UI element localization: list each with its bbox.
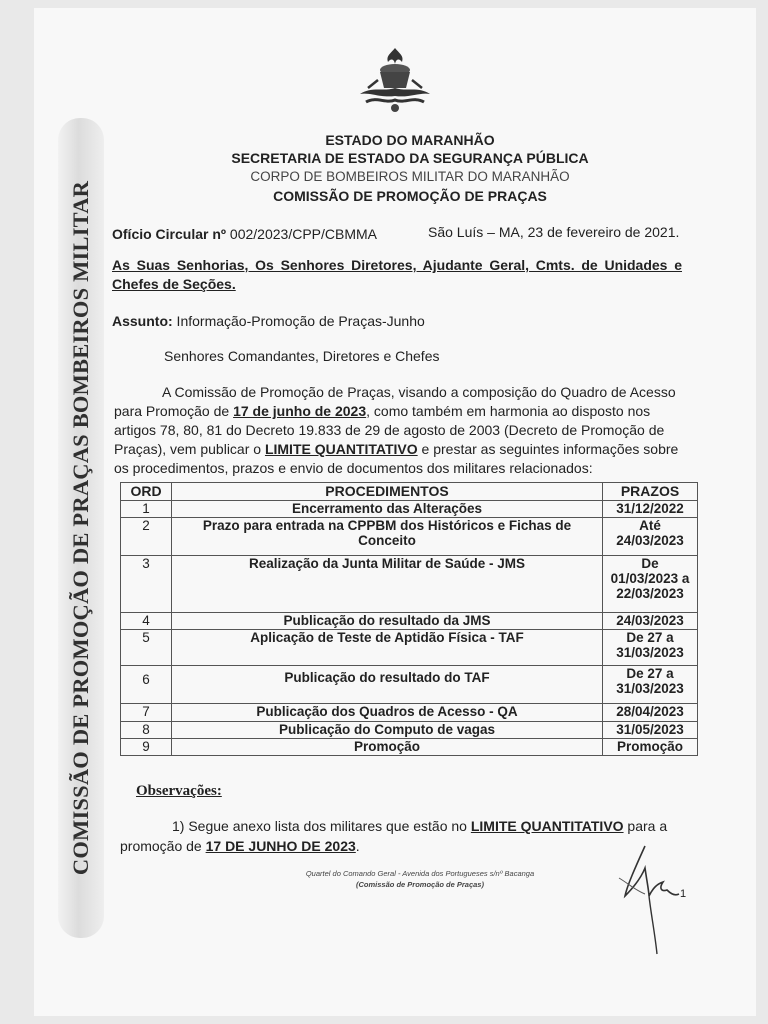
row-procedure: Publicação do Computo de vagas (172, 722, 603, 739)
observation-text: 1) Segue anexo lista dos militares que estão no (172, 818, 471, 834)
recipients: As Suas Senhorias, Os Senhores Diretores, Ajudante Geral, Cmts. de Unidades e Chefes de Seções. (112, 257, 682, 292)
row-procedure: Encerramento das Alterações (172, 501, 603, 518)
header-deadlines: PRAZOS (603, 483, 698, 501)
paragraph-line (114, 440, 687, 459)
observation-item (120, 816, 690, 856)
row-ord: 9 (121, 739, 172, 756)
row-procedure: Publicação do resultado da JMS (172, 613, 603, 630)
row-deadline (603, 556, 698, 613)
row-procedure: Promoção (172, 739, 603, 756)
oficio-number: 002/2023/CPP/CBMMA (226, 226, 377, 242)
table-row (121, 722, 698, 739)
paragraph-line: artigos 78, 80, 81 do Decreto 19.833 de 29 de agosto de 2003 (Decreto de Promoção de (114, 422, 665, 438)
procedures-table (120, 482, 698, 756)
header-state: ESTADO DO MARANHÃO (325, 132, 495, 148)
paragraph-text: Praças), vem publicar o (114, 441, 265, 457)
paragraph-line: A Comissão de Promoção de Praças, visando a composição do Quadro de Acesso (162, 384, 676, 400)
row-procedure: Publicação dos Quadros de Acesso - QA (172, 704, 603, 722)
limit-highlight: LIMITE QUANTITATIVO (470, 818, 624, 834)
footer-address: Quartel do Comando Geral - Avenida dos Portugueses s/nº Bacanga (305, 869, 535, 878)
footer-department: (Comissão de Promoção de Praças) (356, 880, 484, 889)
row-procedure: Realização da Junta Militar de Saúde - JMS (172, 556, 603, 613)
row-ord: 4 (121, 613, 172, 630)
side-stamp-text: COMISSÃO DE PROMOÇÃO DE PRAÇAS BOMBEIROS MILITAR (68, 180, 93, 876)
oficio-reference (112, 226, 377, 242)
deadline-line: Promoção (616, 739, 684, 754)
deadline-line: De (641, 556, 659, 571)
row-procedure: Publicação do resultado do TAF (172, 666, 603, 704)
row-deadline (603, 722, 698, 739)
promotion-date-highlight: 17 de junho de 2023 (233, 403, 367, 419)
row-deadline (603, 739, 698, 756)
deadline-line: 24/03/2023 (616, 613, 684, 628)
body-paragraph (114, 383, 687, 478)
fire-department-emblem-icon (350, 42, 440, 122)
deadline-line: 28/04/2023 (616, 704, 684, 719)
subject-label: Assunto: (112, 313, 173, 329)
row-deadline (603, 501, 698, 518)
deadline-line: De 27 a (626, 630, 674, 645)
table-header-row (121, 483, 698, 501)
row-deadline (603, 704, 698, 722)
observation-text: promoção de (120, 838, 206, 854)
promotion-date-highlight: 17 DE JUNHO DE 2023 (205, 838, 356, 854)
row-ord: 6 (121, 666, 172, 704)
table-row (121, 613, 698, 630)
oficio-label: Ofício Circular nº (112, 226, 227, 242)
limit-highlight: LIMITE QUANTITATIVO (264, 441, 418, 457)
row-deadline (603, 613, 698, 630)
row-ord: 1 (121, 501, 172, 518)
row-ord: 5 (121, 630, 172, 666)
header-secretariat: SECRETARIA DE ESTADO DA SEGURANÇA PÚBLICA (231, 150, 589, 166)
observations-title: Observações: (136, 783, 222, 799)
header-corps: CORPO DE BOMBEIROS MILITAR DO MARANHÃO (250, 169, 570, 184)
subject-line (112, 313, 425, 329)
row-deadline (603, 666, 698, 704)
table-row (121, 630, 698, 666)
row-ord: 8 (121, 722, 172, 739)
deadline-line: 01/03/2023 a (610, 571, 690, 586)
deadline-line: 24/03/2023 (616, 533, 684, 548)
row-procedure: Prazo para entrada na CPPBM dos Históricos e Fichas de Conceito (172, 518, 603, 556)
subject-text: Informação-Promoção de Praças-Junho (172, 313, 425, 329)
row-ord: 7 (121, 704, 172, 722)
row-deadline (603, 518, 698, 556)
row-ord: 2 (121, 518, 172, 556)
observation-line (120, 836, 690, 856)
row-ord: 3 (121, 556, 172, 613)
table-row (121, 704, 698, 722)
table-row (121, 739, 698, 756)
row-procedure: Aplicação de Teste de Aptidão Física - TAF (172, 630, 603, 666)
table-row (121, 556, 698, 613)
table-row (121, 666, 698, 704)
paragraph-text: , como também em harmonia ao disposto nos (366, 403, 651, 419)
document-date: São Luís – MA, 23 de fevereiro de 2021. (428, 224, 680, 240)
deadline-line: Até (639, 518, 661, 533)
deadline-line: 31/03/2023 (616, 645, 684, 660)
paragraph-text: para Promoção de (114, 403, 234, 419)
deadline-line: De 27 a (626, 666, 674, 681)
deadline-line: 22/03/2023 (616, 586, 684, 601)
table-row (121, 518, 698, 556)
page-number: 1 (680, 888, 687, 900)
observation-text: . (355, 838, 360, 854)
paragraph-line (114, 402, 687, 421)
header-procedures: PROCEDIMENTOS (172, 483, 603, 501)
deadline-line: 31/12/2022 (616, 501, 684, 516)
row-deadline (603, 630, 698, 666)
salutation: Senhores Comandantes, Diretores e Chefes (164, 348, 440, 364)
observation-line (120, 816, 690, 836)
observation-text: para a (623, 818, 668, 834)
deadline-line: 31/03/2023 (616, 681, 684, 696)
deadline-line: 31/05/2023 (616, 722, 684, 737)
table-row (121, 501, 698, 518)
paragraph-line: os procedimentos, prazos e envio de documentos dos militares relacionados: (114, 460, 593, 476)
header-ord: ORD (121, 483, 172, 501)
paragraph-text: e prestar as seguintes informações sobre (417, 441, 679, 457)
header-commission: COMISSÃO DE PROMOÇÃO DE PRAÇAS (273, 188, 547, 204)
